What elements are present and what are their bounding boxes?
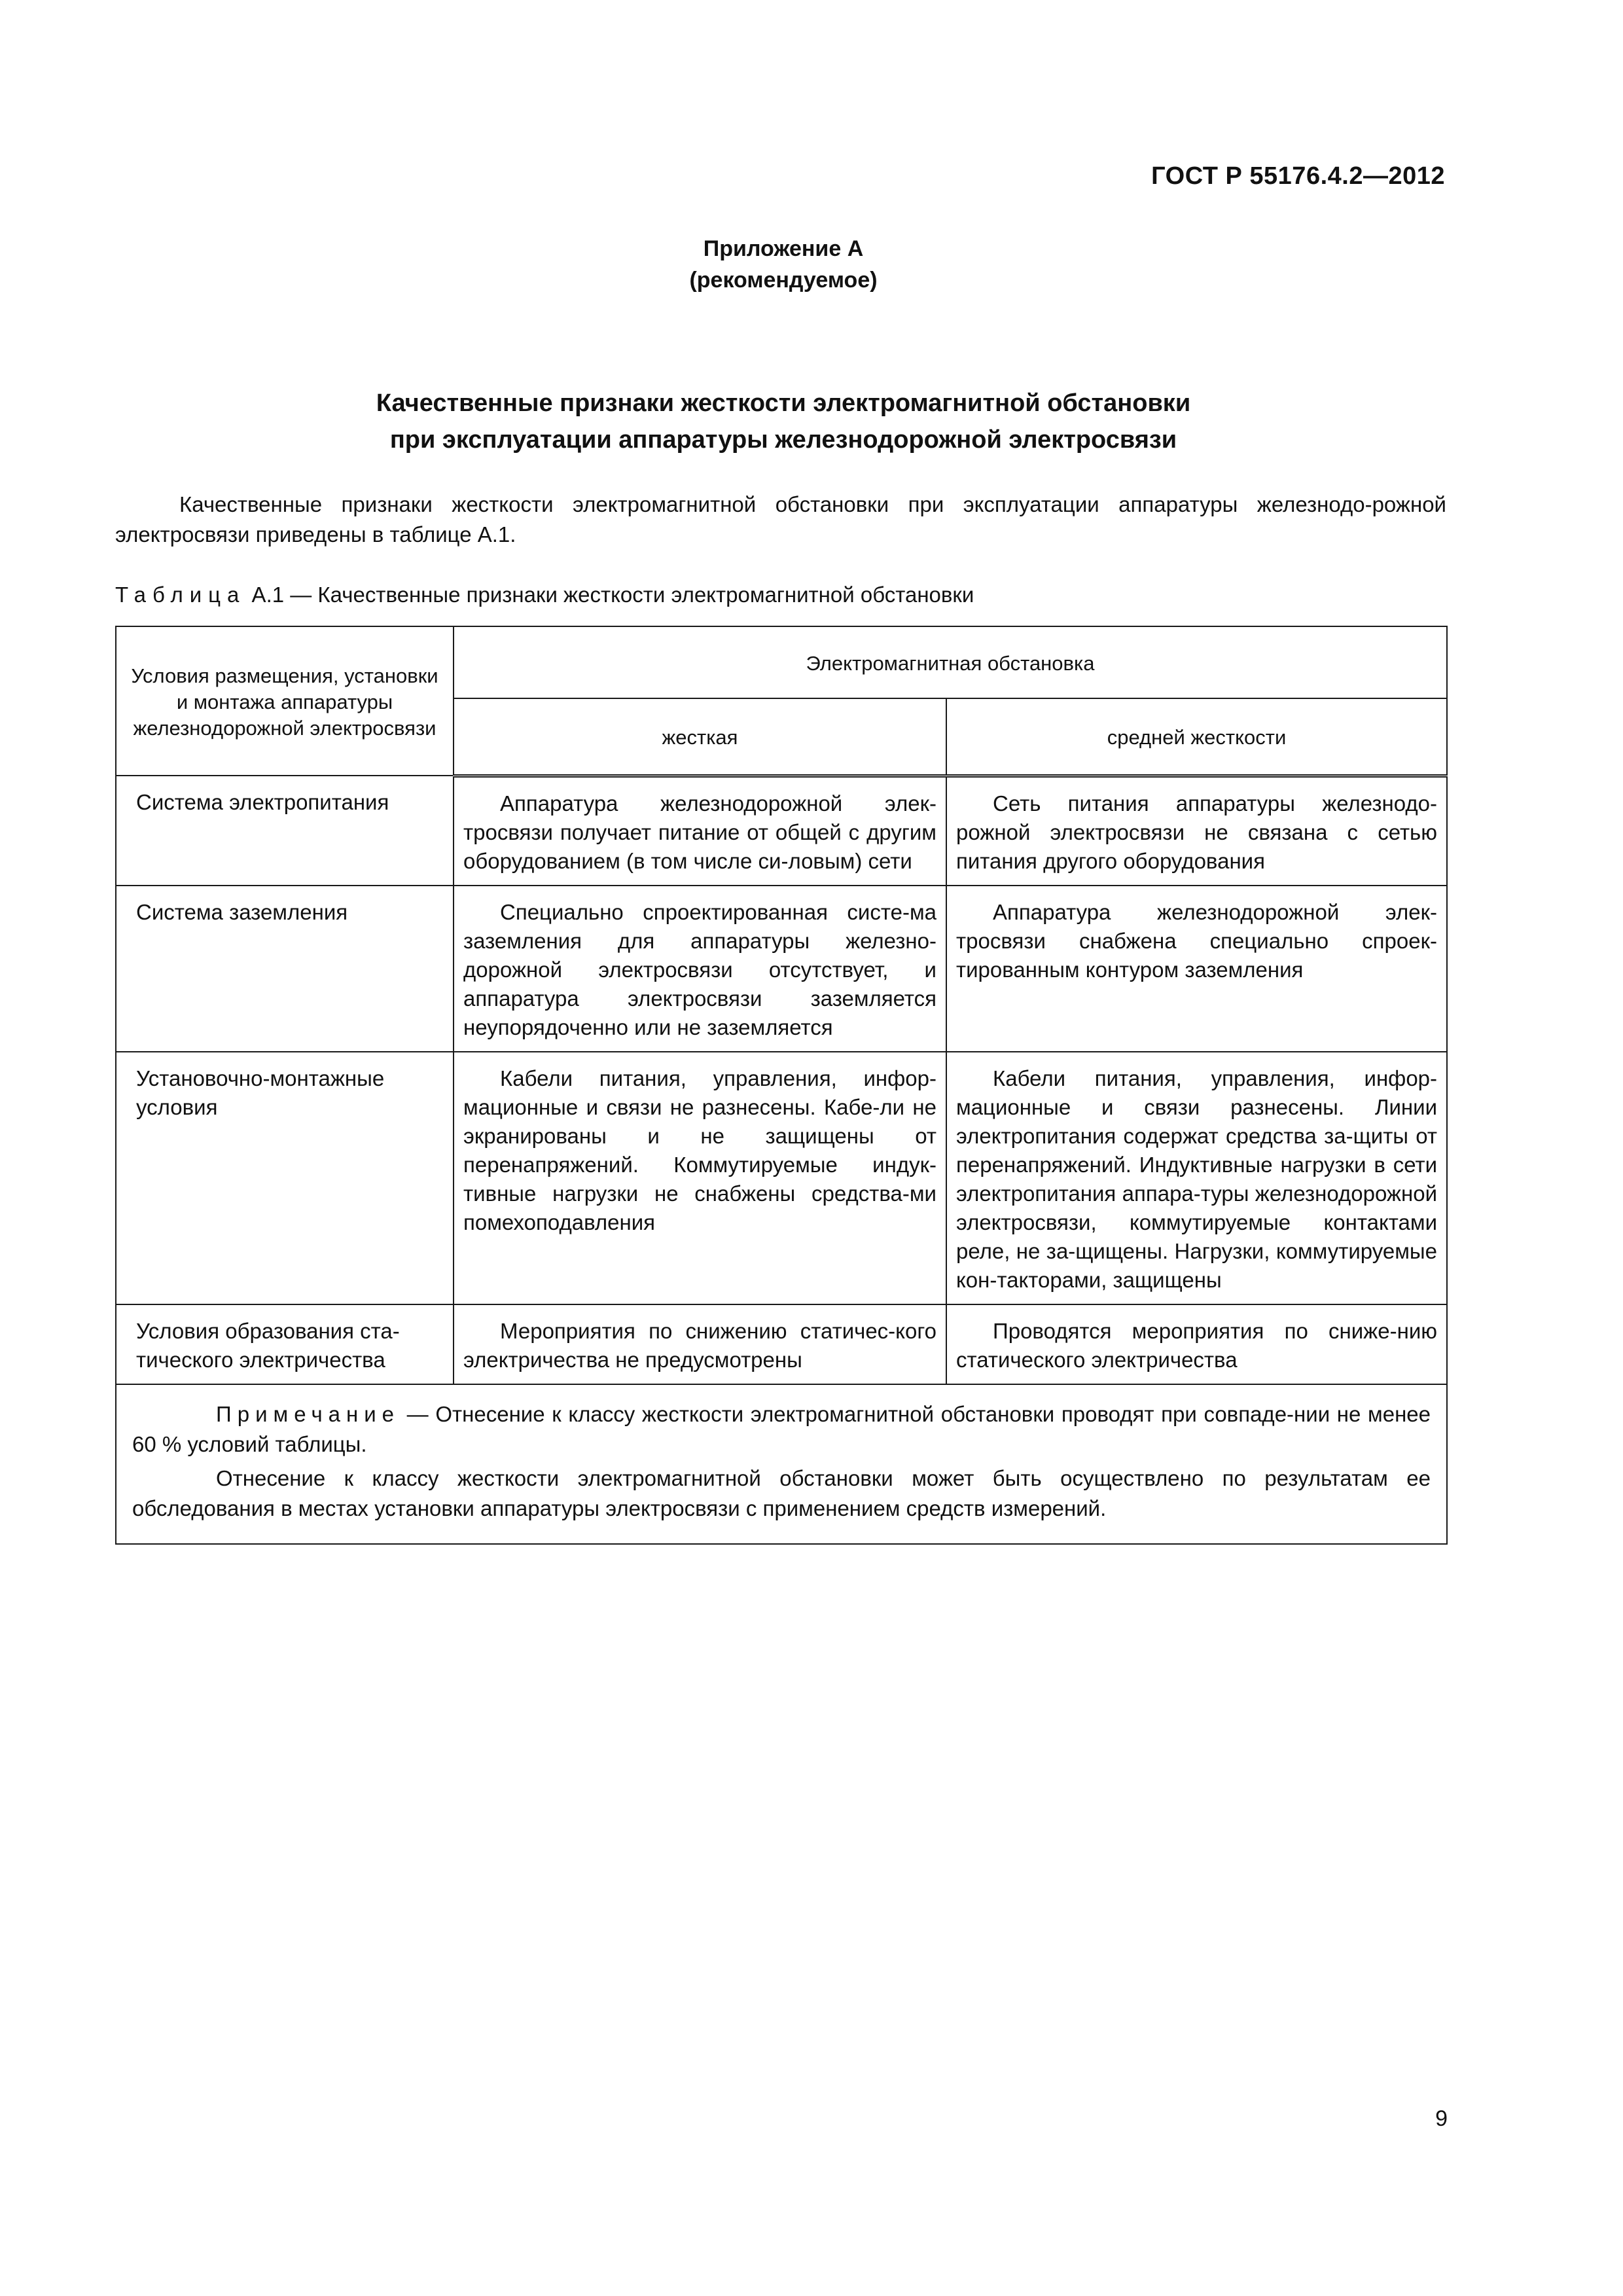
appendix-name: Приложение А xyxy=(703,236,864,261)
cell-harsh: Мероприятия по снижению статичес-кого электричества не предусмотрены xyxy=(454,1304,946,1384)
cell-condition: Система заземления xyxy=(116,886,454,1052)
appendix-heading xyxy=(0,233,1567,296)
cell-harsh: Специально спроектированная систе-ма заземления для аппаратуры железно-дорожной электросвязи отсутствует, и аппаратура электросвязи заземляется неупорядоченно или не заземляется xyxy=(454,886,946,1052)
cell-harsh: Аппаратура железнодорожной элек-тросвязи получает питание от общей с другим оборудованием (в том числе си-ловым) сети xyxy=(454,776,946,886)
note-label: Примечание xyxy=(216,1401,401,1426)
note-text-1: — Отнесение к классу жесткости электромагнитной обстановки проводят при совпаде-нии не менее 60 % условий таблицы. xyxy=(132,1401,1431,1456)
note-paragraph-1 xyxy=(132,1399,1431,1460)
section-title-line-1: Качественные признаки жесткости электромагнитной обстановки xyxy=(376,389,1191,417)
table-row xyxy=(116,776,1447,886)
cell-medium: Кабели питания, управления, инфор-мационные и связи разнесены. Линии электропитания содержат средства за-щиты от перенапряжений. Индуктивные нагрузки в сети электропитания аппара-туры железнодорожной электросвязи, коммутируемые контактами реле, не за-щищены. Нагрузки, коммутируемые кон-такторами, защищены xyxy=(946,1052,1447,1304)
table-caption xyxy=(115,580,974,610)
cell-condition: Условия образования ста-тического электричества xyxy=(116,1304,454,1384)
table-caption-text: А.1 — Качественные признаки жесткости электромагнитной обстановки xyxy=(245,583,974,607)
section-title xyxy=(0,385,1567,458)
note-paragraph-2: Отнесение к классу жесткости электромагнитной обстановки может быть осуществлено по результатам ее обследования в местах установки аппаратуры электросвязи с применением средств измерений. xyxy=(132,1465,1431,1520)
table-row xyxy=(116,886,1447,1052)
cell-harsh: Кабели питания, управления, инфор-мационные и связи не разнесены. Кабе-ли не экранированы и не защищены от перенапряжений. Коммутируемые индук-тивные нагрузки не снабжены средства-ми помехоподавления xyxy=(454,1052,946,1304)
document-code: ГОСТ Р 55176.4.2—2012 xyxy=(1151,162,1445,190)
page-number: 9 xyxy=(1435,2106,1448,2131)
cell-condition: Установочно-монтажные условия xyxy=(116,1052,454,1304)
header-conditions: Условия размещения, установки и монтажа аппаратуры железнодорожной электросвязи xyxy=(116,626,454,776)
cell-medium: Сеть питания аппаратуры железнодо-рожной электросвязи не связана с сетью питания другого оборудования xyxy=(946,776,1447,886)
intro-paragraph: Качественные признаки жесткости электромагнитной обстановки при эксплуатации аппаратуры железнодо-рожной электросвязи приведены в таблице А.1. xyxy=(115,492,1446,547)
header-medium: средней жесткости xyxy=(946,698,1447,776)
appendix-status: (рекомендуемое) xyxy=(689,268,878,293)
table-note xyxy=(116,1384,1447,1544)
table-note-row xyxy=(116,1384,1447,1544)
cell-medium: Аппаратура железнодорожной элек-тросвязи снабжена специально спроек-тированным контуром заземления xyxy=(946,886,1447,1052)
header-harsh: жесткая xyxy=(454,698,946,776)
table-caption-prefix: Таблица xyxy=(115,583,246,607)
header-em-environment: Электромагнитная обстановка xyxy=(454,626,1447,698)
cell-condition: Система электропитания xyxy=(116,776,454,886)
criteria-table xyxy=(115,626,1448,1545)
table-row xyxy=(116,1304,1447,1384)
cell-medium: Проводятся мероприятия по сниже-нию статического электричества xyxy=(946,1304,1447,1384)
table-row xyxy=(116,1052,1447,1304)
section-title-line-2: при эксплуатации аппаратуры железнодорожной электросвязи xyxy=(389,426,1177,454)
